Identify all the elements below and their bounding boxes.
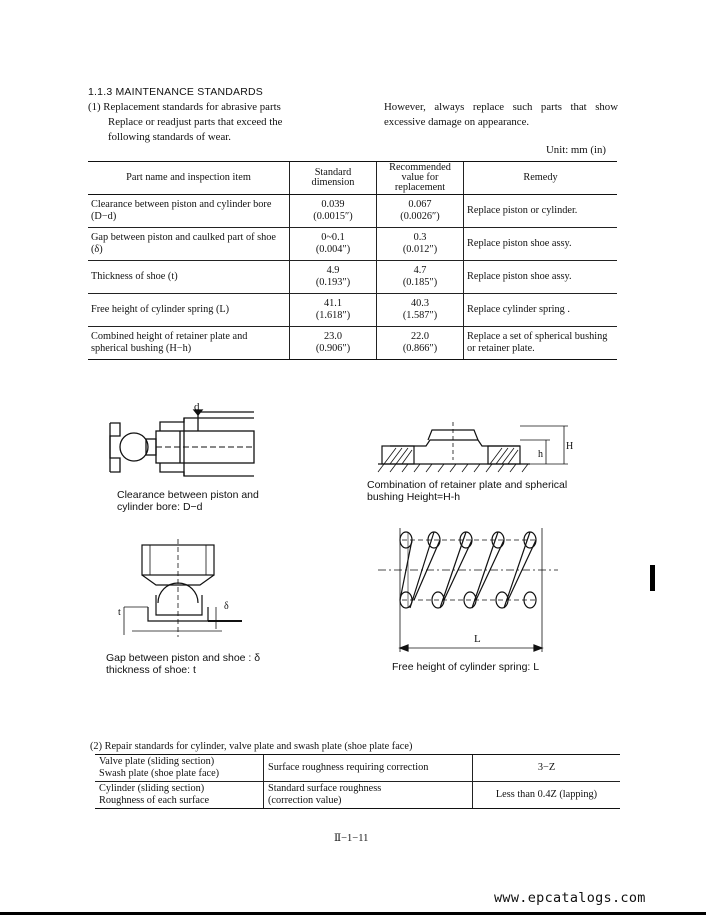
cell-standard: 0.039 (0.0015″) [290,195,377,228]
repair-table [95,754,620,809]
cell-part: Combined height of retainer plate and spherical bushing (H−h) [88,327,290,360]
intro-line: following standards of wear. [108,131,231,143]
revision-bar [650,565,655,591]
table-row [95,755,620,782]
label-H: H [566,441,574,452]
repair-criterion: Standard surface roughness (correction value) [264,782,473,809]
standards-table [88,161,617,360]
figure-caption-retainer: Combination of retainer plate and spherical bushing Height=H-h [367,479,568,503]
table-header-row [88,162,617,195]
cell-remedy: Replace a set of spherical bushing or retainer plate. [464,327,618,360]
table-row [88,261,617,294]
repair-value: 3−Z [473,755,621,782]
cell-part: Gap between piston and caulked part of shoe (δ) [88,228,290,261]
intro-line: Replace or readjust parts that exceed the [108,116,283,128]
repair-value: Less than 0.4Z (lapping) [473,782,621,809]
figure-caption-shoe: Gap between piston and shoe : δ thickness of shoe: t [106,652,261,676]
watermark: www.epcatalogs.com [494,890,646,906]
figure-caption-spring: Free height of cylinder spring: L [392,661,540,673]
cell-remedy: Replace piston shoe assy. [464,261,618,294]
cell-standard: 23.0 (0.906″) [290,327,377,360]
label-delta: δ [224,601,229,612]
table-row [88,327,617,360]
cell-standard: 0~0.1 (0.004″) [290,228,377,261]
cell-part: Free height of cylinder spring (L) [88,294,290,327]
intro-heading: (1) Replacement standards for abrasive parts [88,101,281,113]
table-row [95,782,620,809]
cylinder-spring-diagram [378,526,558,656]
cell-remedy: Replace cylinder spring . [464,294,618,327]
cell-remedy: Replace piston shoe assy. [464,228,618,261]
label-h: h [538,449,543,460]
header-standard: Standard dimension [290,162,377,195]
cell-recommended: 4.7 (0.185″) [377,261,464,294]
section-title: 1.1.3 MAINTENANCE STANDARDS [88,86,263,98]
intro-right: However, always replace such parts that show excessive damage on appearance. [384,101,618,128]
label-t: t [118,607,121,618]
repair-item: Cylinder (sliding section) Roughness of each surface [95,782,264,809]
cell-recommended: 0.3 (0.012″) [377,228,464,261]
unit-label: Unit: mm (in) [546,144,606,156]
cell-standard: 4.9 (0.193″) [290,261,377,294]
header-recommended: Recommended value for replacement [377,162,464,195]
retainer-plate-diagram [370,420,590,475]
cell-remedy: Replace piston or cylinder. [464,195,618,228]
cell-part: Clearance between piston and cylinder bore (D−d) [88,195,290,228]
piston-shoe-diagram [112,545,252,645]
piston-clearance-diagram [100,398,360,490]
table-row [88,294,617,327]
cell-part: Thickness of shoe (t) [88,261,290,294]
table-row [88,228,617,261]
intro-left [88,100,368,145]
repair-title: (2) Repair standards for cylinder, valve plate and swash plate (shoe plate face) [90,741,413,752]
cell-recommended: 0.067 (0.0026″) [377,195,464,228]
cell-recommended: 40.3 (1.587″) [377,294,464,327]
table-row [88,195,617,228]
cell-recommended: 22.0 (0.866″) [377,327,464,360]
header-remedy: Remedy [464,162,618,195]
repair-criterion: Surface roughness requiring correction [264,755,473,782]
label-d: d [194,401,200,413]
repair-item: Valve plate (sliding section) Swash plate (shoe plate face) [95,755,264,782]
page-number: Ⅱ−1−11 [334,833,369,844]
figure-caption-clearance: Clearance between piston and cylinder bore: D−d [117,489,259,513]
header-part: Part name and inspection item [88,162,290,195]
cell-standard: 41.1 (1.618″) [290,294,377,327]
label-L: L [474,633,481,645]
